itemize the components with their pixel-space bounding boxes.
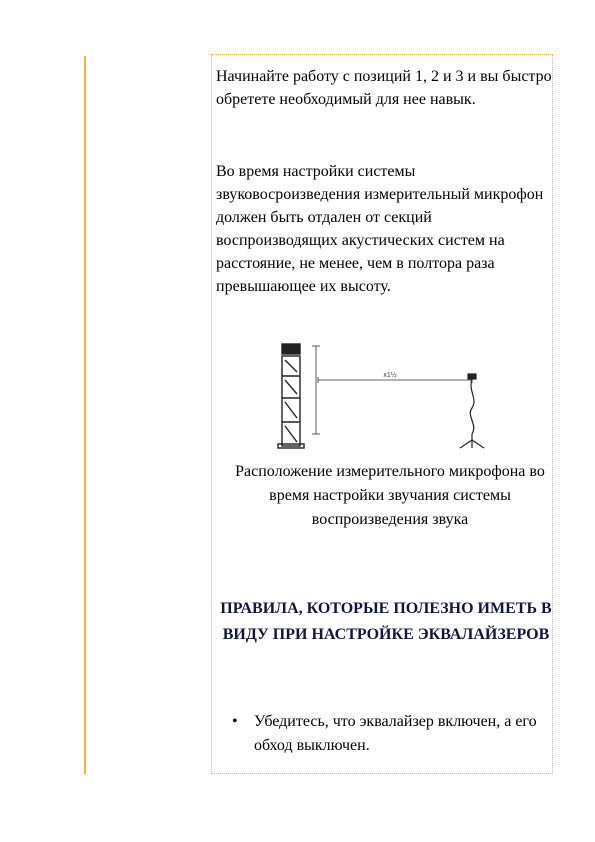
intro-paragraph: Начинайте работу с позиций 1, 2 и 3 и вы быстро обретете необходимый для нее навык. bbox=[216, 68, 552, 108]
margin-rule bbox=[84, 56, 86, 774]
list-item-text: Убедитесь, что эквалайзер включен, а его обход выключен. bbox=[254, 713, 537, 754]
speaker-stack-icon bbox=[278, 344, 304, 448]
height-dimension-line bbox=[312, 346, 320, 434]
figure-caption: Расположение измерительного микрофона во время настройки звучания системы воспроизведения звука bbox=[235, 463, 545, 528]
section-heading: ПРАВИЛА, КОТОРЫЕ ПОЛЕЗНО ИМЕТЬ В ВИДУ ПРИ НАСТРОЙКЕ ЭКВАЛАЙЗЕРОВ bbox=[220, 600, 552, 643]
microphone-placement-paragraph: Во время настройки системы звуковосроизведения измерительный микрофон должен быть отдален от секций воспроизводящих акустических систем на расстояние, не менее, чем в полтора раза превышающее их высоту. bbox=[216, 163, 544, 295]
bullet-icon: • bbox=[232, 713, 238, 730]
microphone-stand-icon bbox=[460, 374, 484, 448]
distance-label: x1½ bbox=[383, 372, 397, 379]
microphone-placement-diagram bbox=[272, 336, 500, 458]
